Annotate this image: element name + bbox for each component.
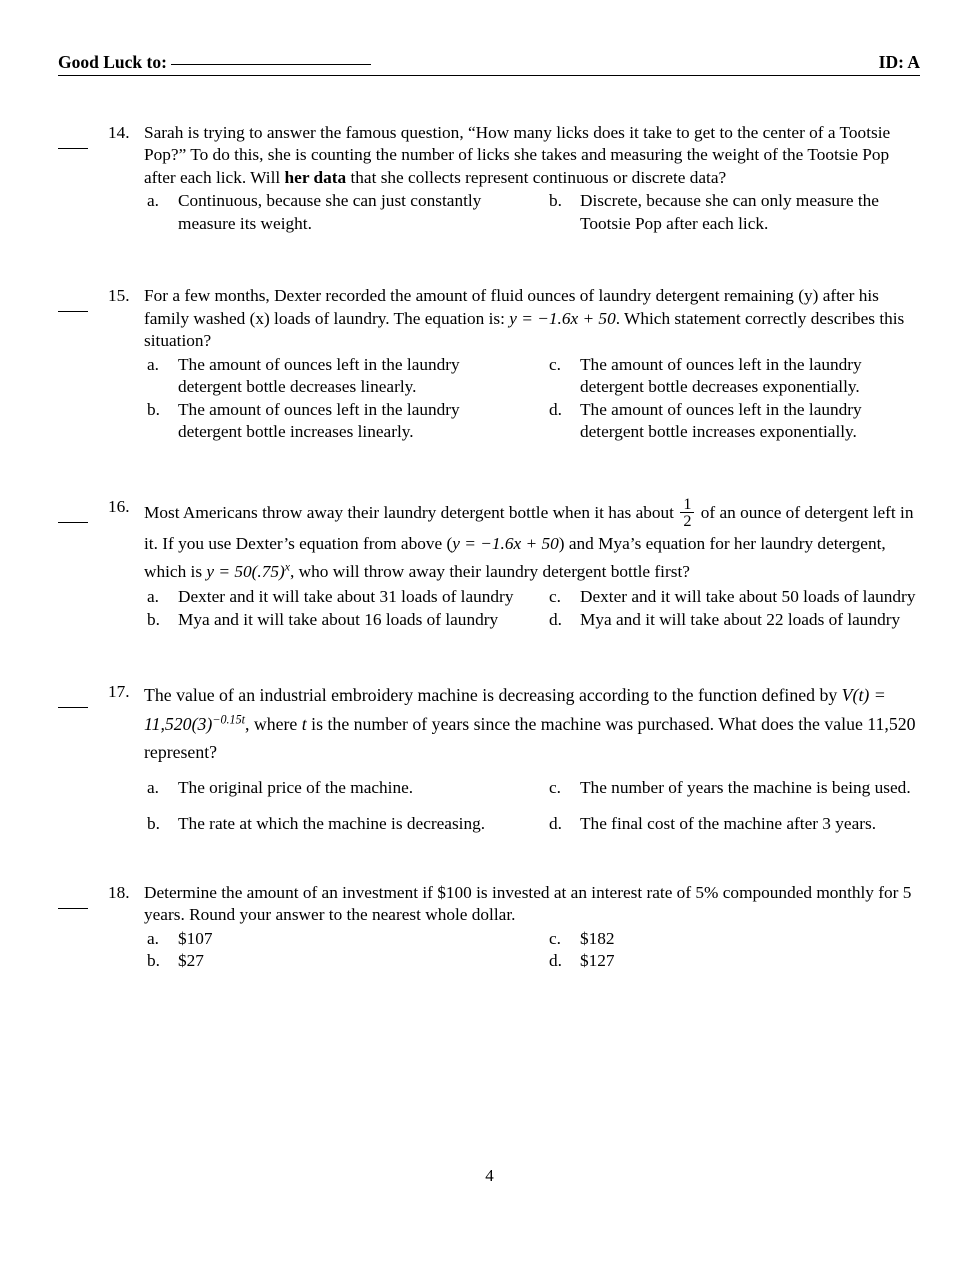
choice-text: The amount of ounces left in the laundry detergent bottle increases linearly.	[178, 399, 460, 442]
question-stem-18: Determine the amount of an investment if $100 is invested at an interest rate of 5% compounded monthly for 5 years. Round your answer to the nearest whole dollar.	[144, 882, 912, 925]
stem-text-part2: that she collects represent continuous or discrete data?	[346, 167, 727, 187]
exam-id-label: ID: A	[878, 52, 920, 72]
question-15	[58, 285, 920, 443]
choice-letter: b.	[147, 814, 160, 834]
choice-16-a[interactable]	[144, 586, 518, 608]
equation-linear-detergent: y = −1.6x + 50	[509, 308, 616, 328]
choice-letter: c.	[549, 777, 561, 797]
choice-14-b[interactable]	[546, 190, 920, 235]
choice-text: The number of years the machine is being used.	[580, 777, 911, 797]
question-number-16: 16.	[108, 496, 130, 516]
choice-17-b[interactable]	[144, 813, 518, 835]
question-stem-14	[144, 122, 920, 189]
choice-16-d[interactable]	[546, 609, 920, 631]
question-stem-16	[144, 496, 920, 586]
answer-blank-16[interactable]	[58, 496, 106, 631]
document-header	[58, 52, 920, 76]
choice-18-c[interactable]	[546, 928, 920, 950]
choice-text: The amount of ounces left in the laundry detergent bottle decreases exponentially.	[580, 354, 862, 397]
stem-text-part1: Most Americans throw away their laundry detergent bottle when it has about	[144, 502, 679, 522]
stem-text-part1: The value of an industrial embroidery machine is decreasing according to the function defined by	[144, 685, 842, 706]
choice-letter: a.	[147, 354, 159, 374]
question-16	[58, 496, 920, 631]
equation-value-function: V(t) = 11,520(3)	[144, 685, 886, 734]
answer-blank-15[interactable]	[58, 285, 106, 443]
choice-text: The amount of ounces left in the laundry detergent bottle decreases linearly.	[178, 354, 460, 397]
choice-15-c[interactable]	[546, 354, 920, 399]
equation-mya-base: y = 50(.75)	[206, 561, 285, 581]
choice-letter: a.	[147, 928, 159, 948]
question-body-14	[144, 122, 920, 235]
choices-18	[144, 928, 920, 973]
stem-text-part2: , where	[245, 713, 302, 734]
choice-17-d[interactable]	[546, 813, 920, 835]
choice-letter: d.	[549, 609, 562, 629]
choice-text: $27	[178, 951, 204, 971]
choice-17-c[interactable]	[546, 777, 920, 799]
choice-18-b[interactable]	[144, 950, 518, 972]
question-number-18: 18.	[108, 882, 130, 902]
question-14	[58, 122, 920, 235]
choice-letter: b.	[147, 399, 160, 419]
question-stem-17	[144, 681, 920, 766]
question-number-17: 17.	[108, 682, 130, 702]
stem-bold-her-data: her data	[284, 167, 347, 187]
choice-letter: d.	[549, 951, 562, 971]
stem-text-part3: is the number of years since the machine was purchased. What does the value 11,520 represent?	[144, 713, 916, 763]
good-luck-label: Good Luck to:	[58, 52, 167, 72]
stem-text-part1: Sarah is trying to answer the famous question, “How many licks does it take to get to the center of a Tootsie Pop?” To do this, she is counting the number of licks she takes and measuring the weight of the Tootsie Pop after each lick. Will	[144, 123, 891, 187]
question-body-16	[144, 496, 920, 631]
question-number-14: 14.	[108, 123, 130, 142]
choice-letter: a.	[147, 587, 159, 607]
equation-mya-exponent: x	[284, 560, 290, 574]
choice-text: Continuous, because she can just constantly measure its weight.	[178, 191, 482, 233]
choice-letter: c.	[549, 928, 561, 948]
stem-text-part4: , who will throw away their laundry detergent bottle first?	[290, 561, 690, 581]
answer-blank-14[interactable]	[58, 122, 106, 235]
choice-text: The original price of the machine.	[178, 777, 414, 797]
choice-15-d[interactable]	[546, 399, 920, 444]
choice-14-a[interactable]	[144, 190, 518, 235]
choice-text: $182	[580, 928, 615, 948]
spacer-before-q14	[58, 76, 920, 122]
choice-text: Mya and it will take about 16 loads of laundry	[178, 609, 499, 629]
choice-letter: a.	[147, 191, 159, 211]
choice-letter: d.	[549, 814, 562, 834]
page-content	[58, 52, 920, 973]
choice-text: Mya and it will take about 22 loads of laundry	[580, 609, 901, 629]
stem-text-part3: ) and Mya’s equation for her laundry detergent, which is	[144, 533, 886, 581]
choice-16-b[interactable]	[144, 609, 518, 631]
question-stem-15	[144, 285, 920, 352]
equation-dexter: y = −1.6x + 50	[452, 533, 559, 553]
fraction-one-half	[680, 496, 694, 530]
choice-18-a[interactable]	[144, 928, 518, 950]
fraction-numerator: 1	[683, 494, 692, 513]
choice-letter: b.	[147, 951, 160, 971]
choice-text: The final cost of the machine after 3 years.	[580, 814, 877, 834]
choice-17-a[interactable]	[144, 777, 518, 799]
choices-14	[144, 190, 920, 235]
answer-blank-18[interactable]	[58, 882, 106, 973]
question-body-18	[144, 882, 920, 973]
choice-letter: c.	[549, 587, 561, 607]
equation-value-exponent: −0.15t	[212, 712, 245, 727]
stem-text-part1: For a few months, Dexter recorded the amount of fluid ounces of laundry detergent remaining (y) after his family washed (x) loads of laundry. The equation is:	[144, 286, 879, 328]
choice-15-a[interactable]	[144, 354, 518, 399]
spacer-before-q17	[58, 631, 920, 681]
question-body-15	[144, 285, 920, 443]
question-17	[58, 681, 920, 835]
page-number: 4	[485, 1166, 494, 1185]
fraction-denominator: 2	[680, 512, 694, 530]
choice-text: Discrete, because she can only measure the Tootsie Pop after each lick.	[580, 191, 879, 233]
choice-16-c[interactable]	[546, 586, 920, 608]
choice-text: The rate at which the machine is decreasing.	[178, 814, 486, 834]
choice-15-b[interactable]	[144, 399, 518, 444]
choice-18-d[interactable]	[546, 950, 920, 972]
stem-text-part2: of an ounce of detergent left in it. If you use Dexter’s equation from above (	[144, 502, 914, 553]
spacer-before-q15	[58, 235, 920, 285]
choice-letter: d.	[549, 399, 562, 419]
good-luck-field	[58, 52, 371, 73]
answer-blank-17[interactable]	[58, 681, 106, 835]
choice-letter: a.	[147, 777, 159, 797]
choice-letter: b.	[549, 191, 562, 211]
choices-15	[144, 354, 920, 444]
choice-text: $107	[178, 928, 213, 948]
spacer-before-q16	[58, 444, 920, 496]
variable-t: t	[301, 713, 307, 734]
choice-letter: b.	[147, 609, 160, 629]
stem-text-part2: . Which statement correctly describes this situation?	[144, 308, 905, 351]
choice-text: Dexter and it will take about 31 loads of laundry	[178, 587, 514, 607]
choices-17	[144, 777, 920, 836]
spacer-before-q18	[58, 836, 920, 882]
name-blank-line	[171, 63, 371, 65]
choice-text: Dexter and it will take about 50 loads of laundry	[580, 587, 916, 607]
question-body-17	[144, 681, 920, 835]
question-18	[58, 882, 920, 973]
choice-text: The amount of ounces left in the laundry detergent bottle increases exponentially.	[580, 399, 862, 442]
choice-text: $127	[580, 951, 615, 971]
choices-16	[144, 586, 920, 631]
choice-letter: c.	[549, 354, 561, 374]
question-number-15: 15.	[108, 286, 130, 306]
